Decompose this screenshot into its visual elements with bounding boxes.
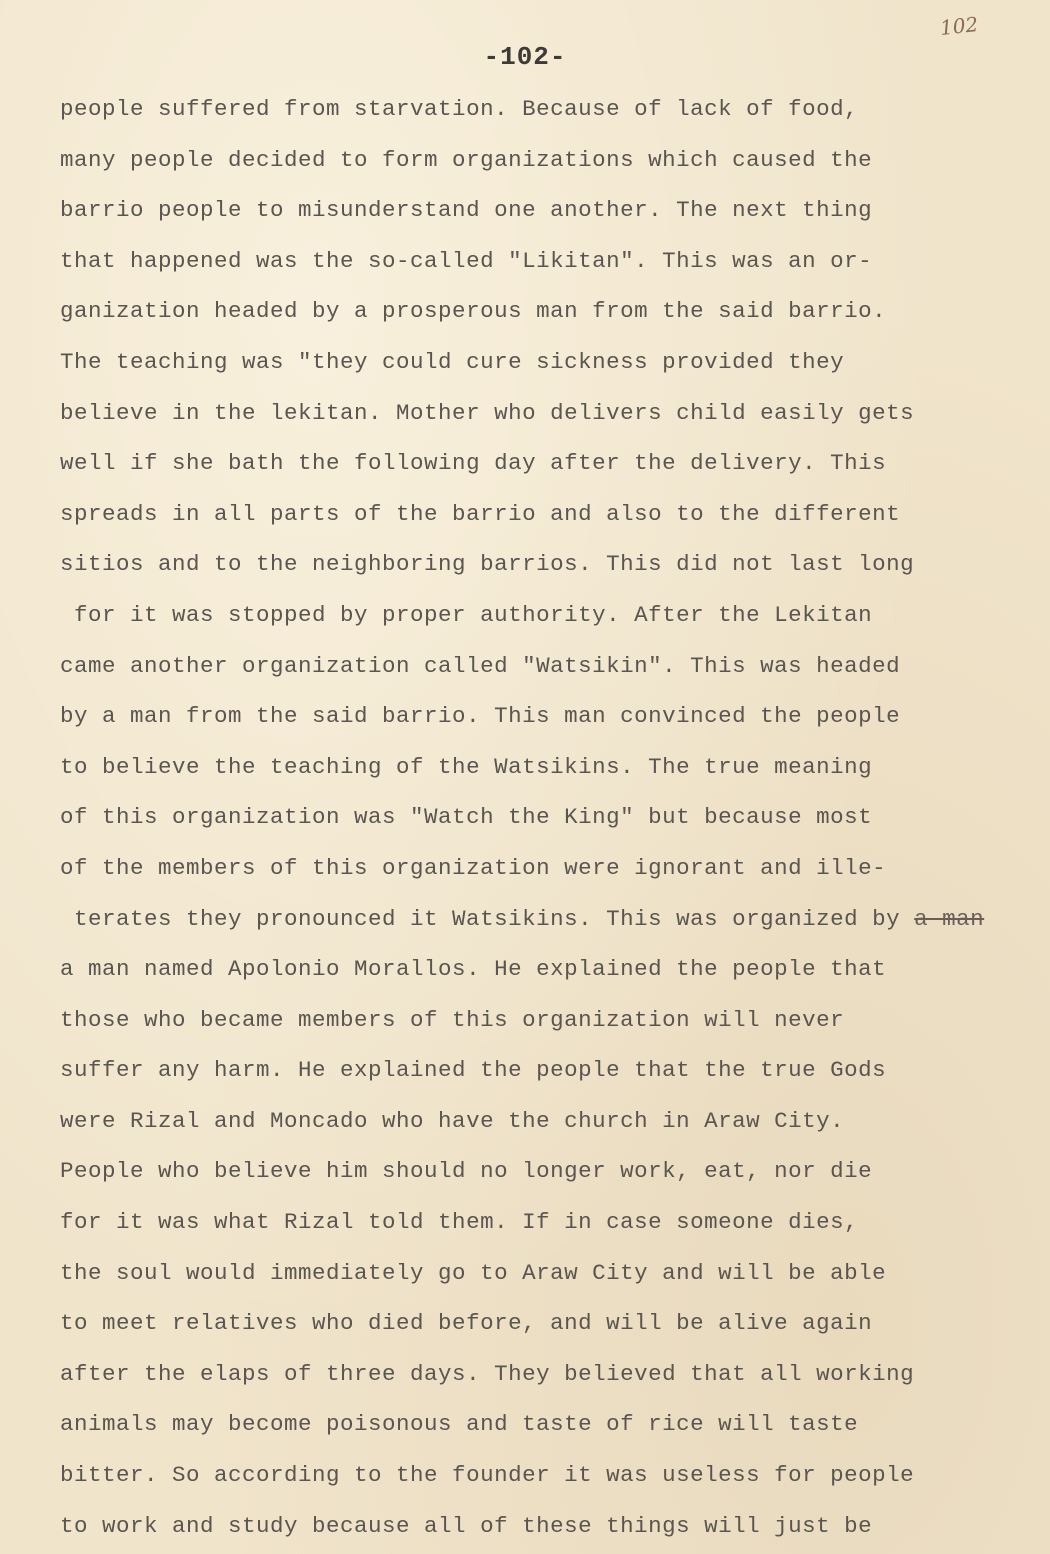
text-line: after the elaps of three days. They believed that all working bbox=[60, 1360, 915, 1387]
text-line-content: terates they pronounced it Watsikins. This was organized by bbox=[74, 905, 901, 932]
handwritten-page-annotation: 102 bbox=[938, 12, 980, 40]
text-line: those who became members of this organization will never bbox=[60, 1006, 845, 1033]
struck-out-text: a man bbox=[914, 905, 985, 932]
text-line: suffer any harm. He explained the people that the true Gods bbox=[60, 1057, 887, 1084]
text-line: of this organization was "Watch the King" but because most bbox=[60, 804, 873, 831]
text-line: well if she bath the following day after the delivery. This bbox=[60, 450, 887, 477]
text-line: the soul would immediately go to Araw City and will be able bbox=[60, 1259, 887, 1286]
text-line: animals may become poisonous and taste of rice will taste bbox=[60, 1411, 859, 1438]
text-line: to believe the teaching of the Watsikins. The true meaning bbox=[60, 753, 873, 780]
text-line: ganization headed by a prosperous man from the said barrio. bbox=[60, 298, 887, 325]
text-line: believe in the lekitan. Mother who delivers child easily gets bbox=[60, 399, 915, 426]
text-line: The teaching was "they could cure sickness provided they bbox=[60, 348, 845, 375]
text-line: sitios and to the neighboring barrios. This did not last long bbox=[60, 551, 915, 578]
text-line: for it was stopped by proper authority. After the Lekitan bbox=[74, 601, 873, 628]
text-line: to work and study because all of these things will just be bbox=[60, 1512, 873, 1539]
page-number: -102- bbox=[483, 42, 567, 72]
text-line-with-strike bbox=[60, 894, 1020, 945]
text-line: barrio people to misunderstand one another. The next thing bbox=[60, 197, 873, 224]
typed-body-text bbox=[60, 84, 1020, 1551]
text-line: to meet relatives who died before, and will be alive again bbox=[60, 1310, 873, 1337]
text-line: People who believe him should no longer work, eat, nor die bbox=[60, 1158, 873, 1185]
text-line: people suffered from starvation. Because of lack of food, bbox=[60, 96, 859, 122]
text-line: that happened was the so-called "Likitan". This was an or- bbox=[60, 247, 873, 274]
text-line: by a man from the said barrio. This man convinced the people bbox=[60, 703, 901, 730]
text-line: for it was what Rizal told them. If in case someone dies, bbox=[60, 1209, 859, 1236]
text-line: many people decided to form organizations which caused the bbox=[60, 146, 873, 173]
text-line: spreads in all parts of the barrio and also to the different bbox=[60, 500, 901, 527]
text-line: were Rizal and Moncado who have the church in Araw City. bbox=[60, 1107, 845, 1134]
text-line: of the members of this organization were ignorant and ille- bbox=[60, 854, 887, 881]
text-line: a man named Apolonio Morallos. He explained the people that bbox=[60, 956, 887, 983]
text-line: came another organization called "Watsikin". This was headed bbox=[60, 652, 901, 679]
text-line: bitter. So according to the founder it was useless for people bbox=[60, 1462, 915, 1489]
